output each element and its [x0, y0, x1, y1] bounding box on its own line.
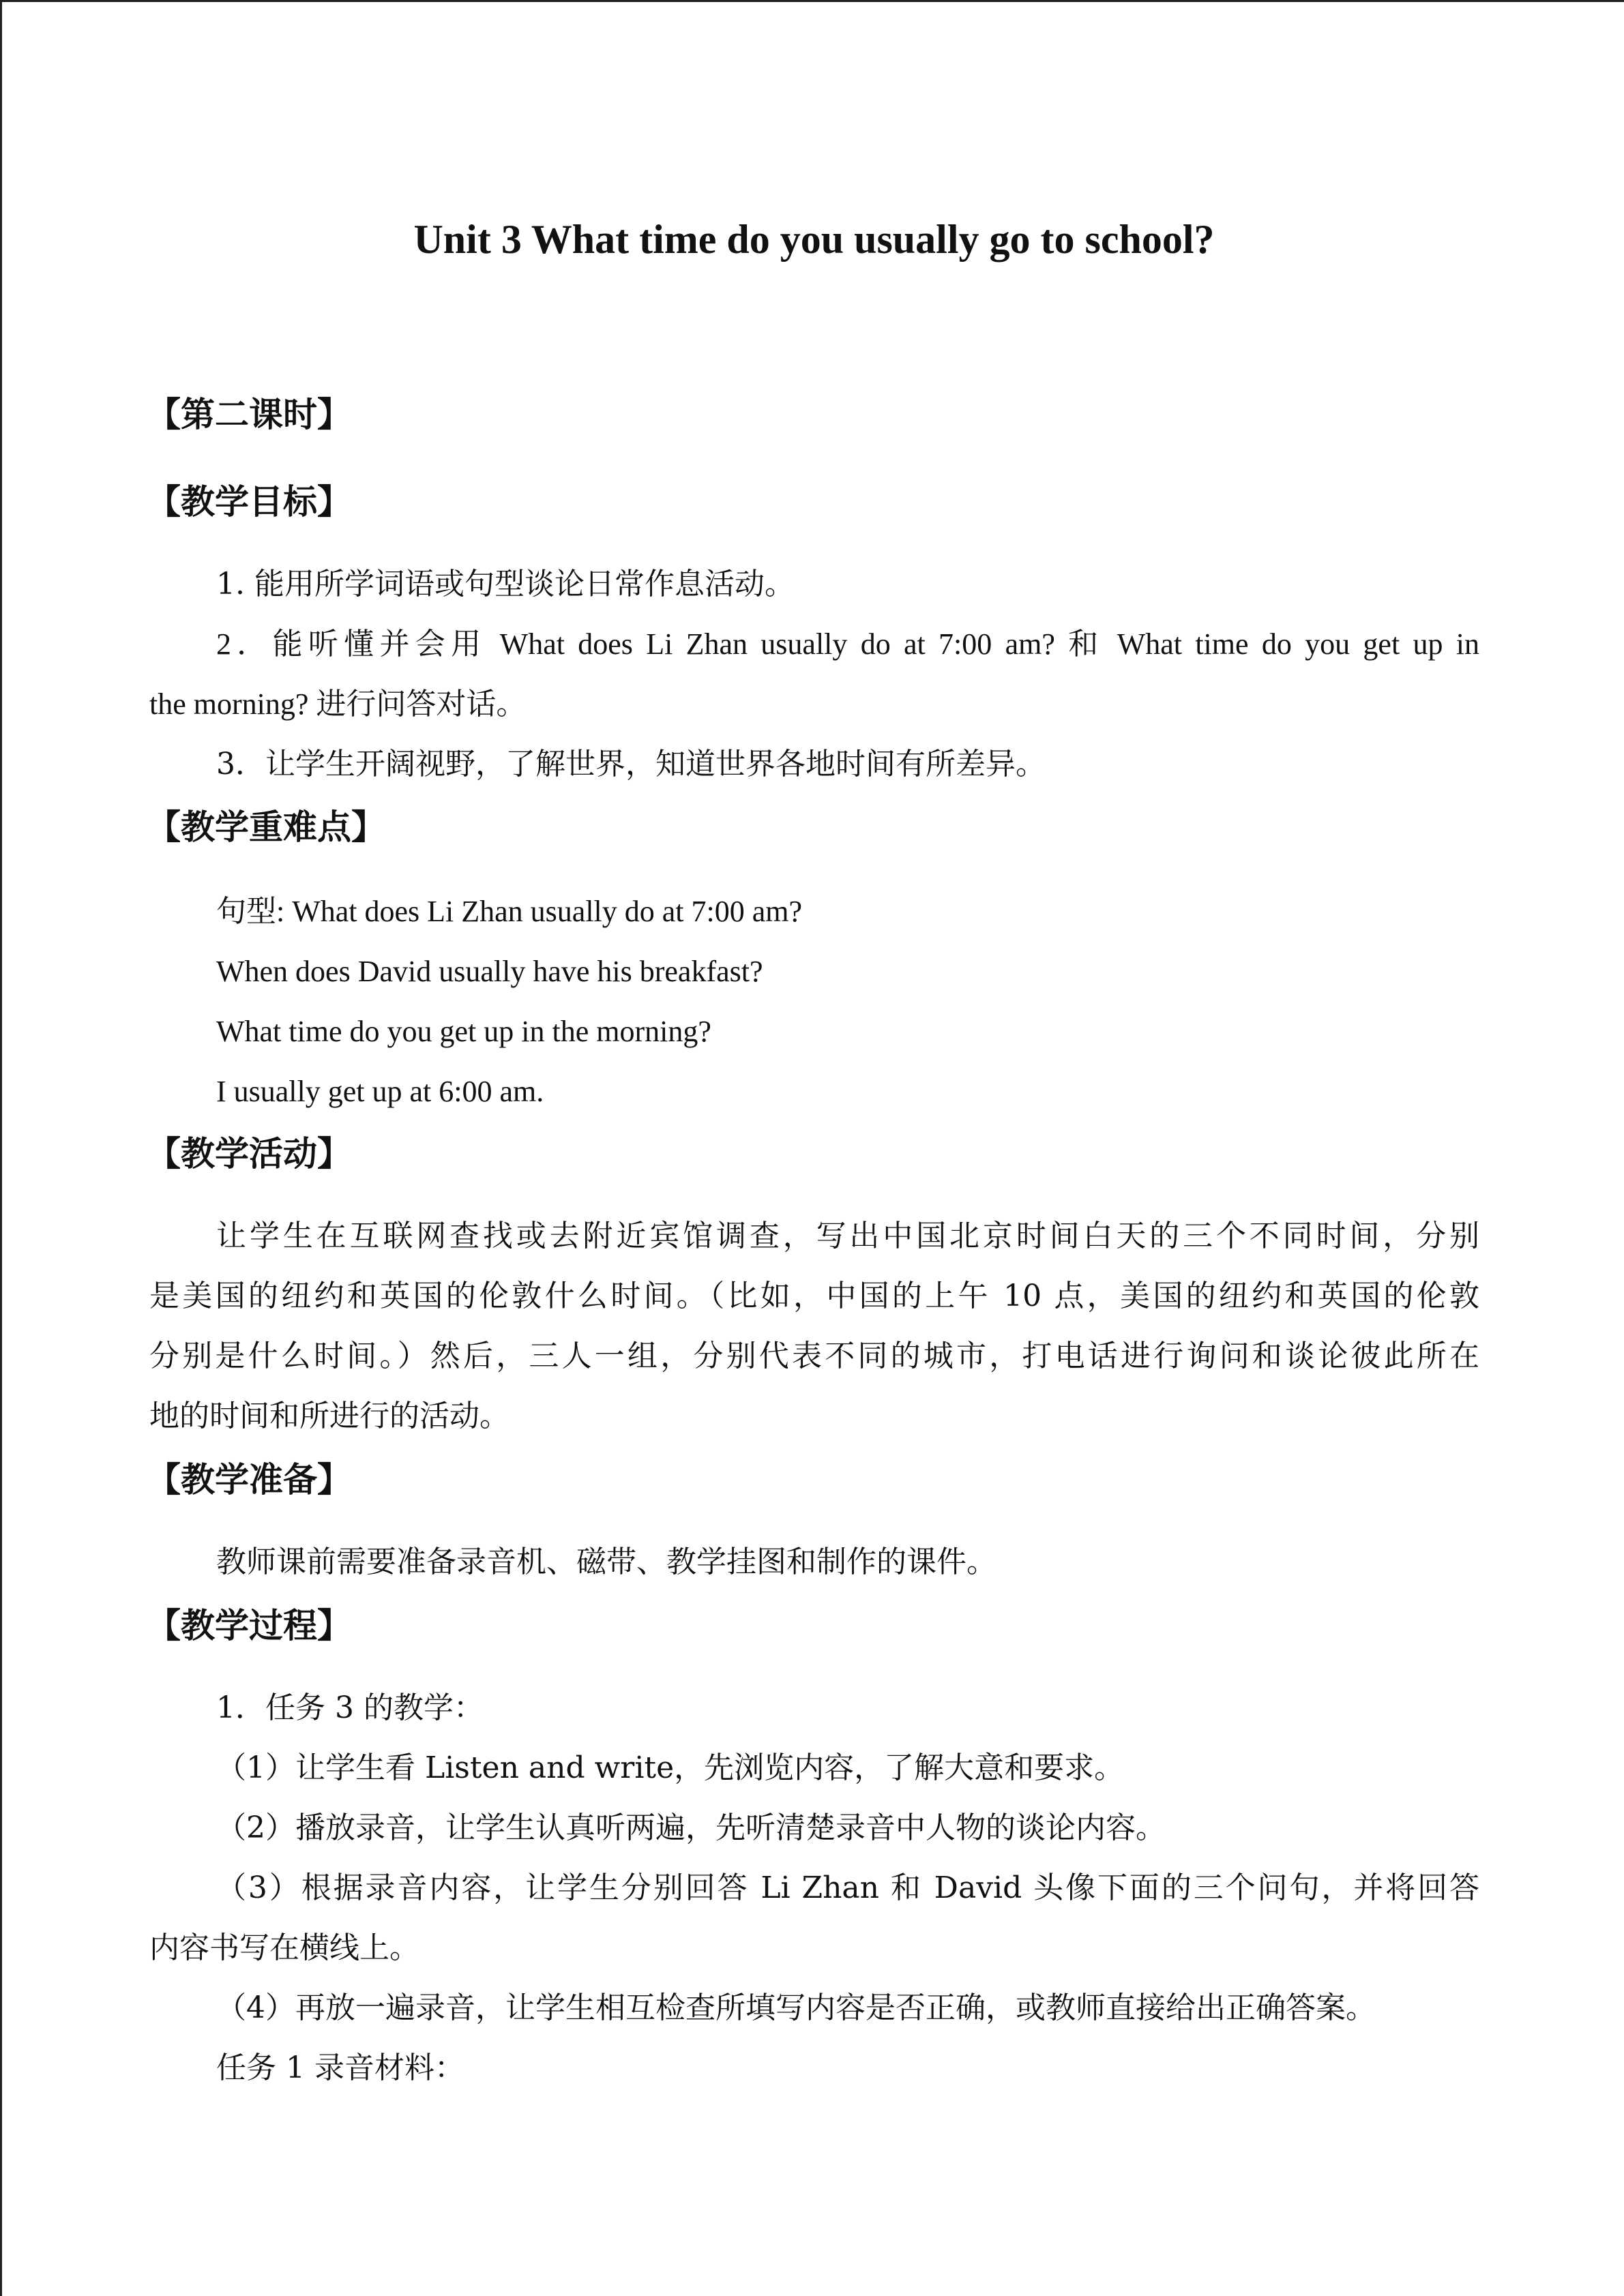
activities-line-3: 分别是什么时间。）然后，三人一组，分别代表不同的城市，打电话进行询问和谈论彼此所在	[149, 1339, 1479, 1373]
key-point-line-3: What time do you get up in the morning?	[216, 1015, 711, 1048]
lesson-label: 【第二课时】	[147, 395, 351, 434]
key-point-line-4: I usually get up at 6:00 am.	[216, 1075, 544, 1108]
preparation-heading: 【教学准备】	[147, 1460, 351, 1500]
process-step-4: （4）再放一遍录音，让学生相互检查所填写内容是否正确，或教师直接给出正确答案。	[216, 1991, 1376, 2025]
key-point-line-2: When does David usually have his breakfast?	[216, 955, 763, 988]
process-step-3-line-2: 内容书写在横线上。	[149, 1930, 419, 1965]
key-points-heading: 【教学重难点】	[147, 807, 385, 847]
process-task-title: 1．任务 3 的教学：	[216, 1690, 484, 1725]
process-step-3-line-1: （3）根据录音内容，让学生分别回答 Li Zhan 和 David 头像下面的三个问句，并将回答	[216, 1870, 1479, 1905]
process-material-label: 任务 1 录音材料：	[216, 2051, 464, 2085]
process-heading: 【教学过程】	[147, 1606, 351, 1645]
activities-line-4: 地的时间和所进行的活动。	[149, 1399, 510, 1433]
document-title: Unit 3 What time do you usually go to school?	[413, 217, 1215, 262]
activities-line-1: 让学生在互联网查找或去附近宾馆调查，写出中国北京时间白天的三个不同时间，分别	[216, 1219, 1479, 1253]
preparation-text: 教师课前需要准备录音机、磁带、教学挂图和制作的课件。	[216, 1545, 996, 1579]
process-step-1: （1）让学生看 Listen and write，先浏览内容，了解大意和要求。	[216, 1750, 1125, 1785]
activities-line-2: 是美国的纽约和英国的伦敦什么时间。（比如，中国的上午 10 点，美国的纽约和英国的伦敦	[149, 1279, 1479, 1313]
key-point-line-1: 句型: What does Li Zhan usually do at 7:00 am?	[216, 895, 803, 928]
objective-item-2-line-2: the morning? 进行问答对话。	[149, 687, 527, 721]
objectives-heading: 【教学目标】	[147, 482, 351, 522]
activities-heading: 【教学活动】	[147, 1134, 351, 1174]
objective-item-2-line-1: 2．能听懂并会用 What does Li Zhan usually do at 7:00 am? 和 What time do you get up in	[216, 627, 1479, 661]
process-step-2: （2）播放录音，让学生认真听两遍，先听清楚录音中人物的谈论内容。	[216, 1810, 1166, 1845]
objective-item-1: 1. 能用所学词语或句型谈论日常作息活动。	[216, 567, 795, 601]
objective-item-3: 3．让学生开阔视野，了解世界，知道世界各地时间有所差异。	[216, 747, 1046, 781]
